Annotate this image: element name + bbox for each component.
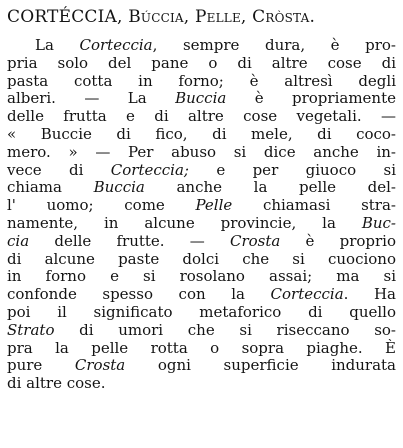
- text-run: pra la pelle rotta o sopra piaghe. È: [7, 338, 396, 357]
- text-run: vece di: [7, 160, 111, 179]
- text-line: [7, 215, 396, 233]
- text-run: delle frutte. —: [29, 231, 230, 250]
- text-line: [7, 251, 396, 269]
- text-line: [7, 179, 396, 197]
- text-run: è propriamente: [226, 89, 396, 108]
- text-run: . Ha: [343, 285, 396, 304]
- entry-heading: [7, 6, 396, 28]
- text-run: poi il significato metaforico di quello: [7, 302, 396, 321]
- heading-synonym-1: Búccia,: [128, 7, 190, 27]
- text-run: chiamasi stra-: [232, 196, 396, 215]
- text-line: [7, 90, 396, 108]
- italic-term: Buccia: [175, 89, 227, 108]
- entry-body: [7, 37, 396, 393]
- text-line: [7, 286, 396, 304]
- text-run: di umori che si riseccano so-: [54, 320, 396, 339]
- text-line: [7, 162, 396, 180]
- text-line: [7, 126, 396, 144]
- italic-term: Corteccia: [79, 36, 153, 54]
- heading-synonym-3: Cròsta.: [252, 7, 316, 27]
- text-line: [7, 340, 396, 358]
- text-run: pure: [7, 356, 75, 375]
- text-line: [7, 357, 396, 375]
- italic-term: Corteccia;: [110, 160, 189, 179]
- text-run: confonde spesso con la: [7, 285, 271, 304]
- heading-synonym-2: Pelle,: [195, 7, 247, 27]
- text-run: « Buccie di fico, di mele, di coco-: [7, 124, 396, 143]
- text-run: , sempre dura, è pro-: [152, 36, 397, 54]
- italic-term: Crosta: [74, 356, 126, 375]
- text-run: mero. » — Per abuso si dice anche in-: [7, 142, 396, 161]
- heading-main-word: CORTÉCCIA,: [7, 7, 123, 27]
- italic-term: Buccia: [93, 178, 145, 197]
- text-line: [7, 322, 396, 340]
- text-run: ogni superficie indurata: [125, 356, 397, 375]
- text-line: [7, 304, 396, 322]
- text-run: anche la pelle del-: [144, 178, 396, 197]
- text-run: pria solo del pane o di altre cose di: [7, 53, 396, 72]
- italic-term: cia: [7, 231, 30, 250]
- text-line: [7, 268, 396, 286]
- text-run: La: [35, 36, 80, 54]
- text-run: delle frutta e di altre cose vegetali. —: [7, 107, 396, 126]
- text-line: [7, 233, 396, 251]
- italic-term: Crosta: [229, 231, 281, 250]
- text-run: in forno e si rosolano assai; ma si: [7, 267, 396, 286]
- text-line: [7, 375, 396, 393]
- text-run: di altre cose.: [7, 374, 106, 393]
- text-line: [7, 55, 396, 73]
- text-run: namente, in alcune provincie, la: [7, 213, 362, 232]
- italic-term: Pelle: [195, 196, 233, 215]
- italic-term: Corteccia: [270, 285, 344, 304]
- text-run: chiama: [7, 178, 94, 197]
- text-run: pasta cotta in forno; è altresì degli: [7, 71, 396, 90]
- text-run: e per giuoco si: [188, 160, 396, 179]
- text-run: alberi. — La: [7, 89, 176, 108]
- text-run: è proprio: [280, 231, 396, 250]
- italic-term: Strato: [7, 320, 55, 339]
- text-line: [7, 108, 396, 126]
- text-line: [7, 73, 396, 91]
- italic-term: Buc-: [361, 213, 396, 232]
- text-line: [7, 197, 396, 215]
- text-line: [7, 37, 396, 55]
- text-run: di alcune paste dolci che si cuociono: [7, 249, 396, 268]
- text-line: [7, 144, 396, 162]
- text-run: l' uomo; come: [7, 196, 196, 215]
